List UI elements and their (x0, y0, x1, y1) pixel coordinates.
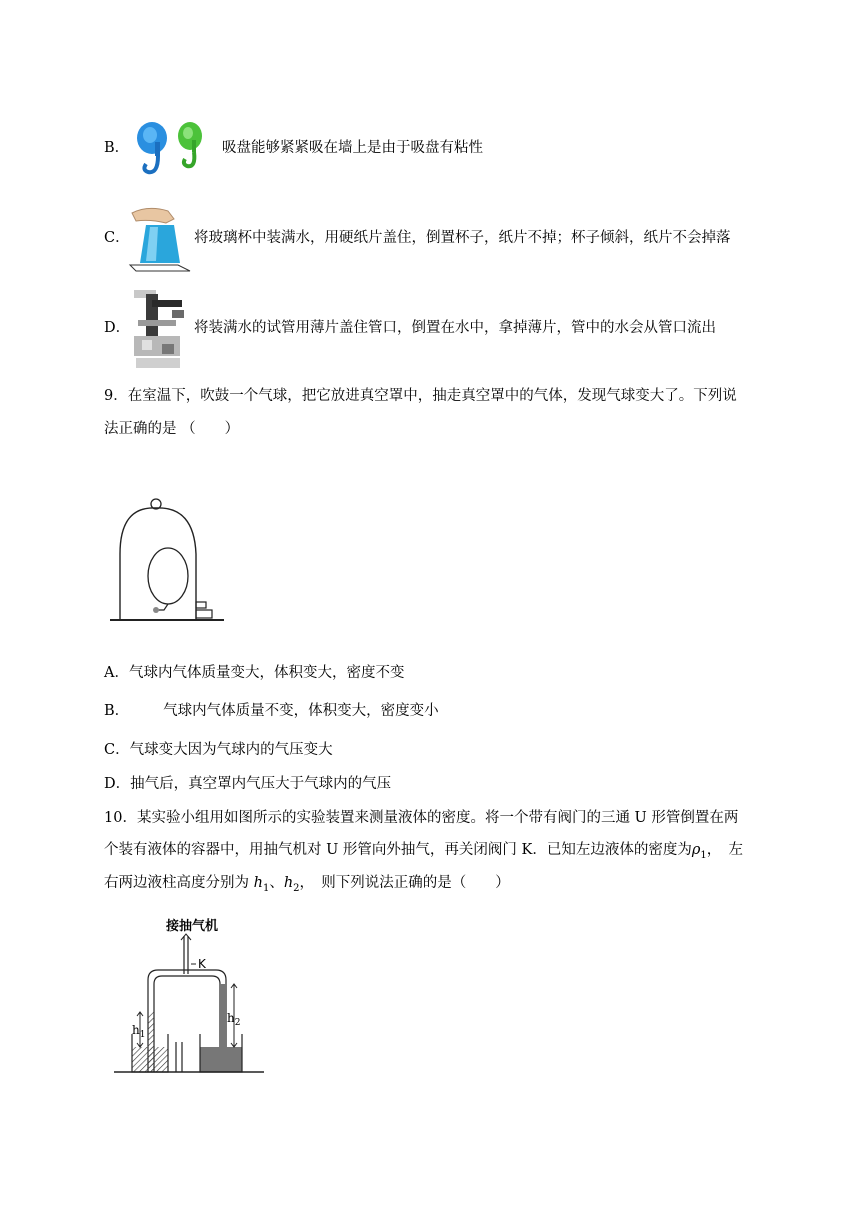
option-b-letter: B． (104, 140, 130, 156)
q10-stem-line3-b: ， 则下列说法正确的是（ ） (299, 875, 510, 891)
q9-option-b-letter: B． (104, 703, 130, 719)
q9-stem-line1: 9．在室温下，吹鼓一个气球，把它放进真空罩中，抽走真空罩中的气体，发现气球变大了。下列说 (104, 388, 737, 404)
q10-stem-line2-end: ， 左 (706, 842, 744, 858)
h1-symbol: h (253, 875, 263, 891)
q9-option-d-letter: D． (104, 776, 131, 792)
q9-option-c (104, 740, 333, 760)
rho-subscript: 1 (700, 849, 707, 861)
option-d-text: 将装满水的试管用薄片盖住管口，倒置在水中，拿掉薄片，管中的水会从管口流出 (194, 320, 716, 336)
option-c-letter: C． (104, 230, 130, 246)
q9-option-a-letter: A． (104, 665, 129, 681)
fig-h1: h (132, 1023, 140, 1037)
option-b-text: 吸盘能够紧紧吸在墙上是由于吸盘有粘性 (222, 140, 483, 156)
svg-text:h1 (132, 1023, 145, 1040)
h1-subscript: 1 (262, 882, 270, 894)
valve-label: K (198, 957, 206, 971)
vacuum-bell-jar-figure (108, 492, 230, 630)
inverted-cup-image (128, 205, 192, 277)
q9-option-d (104, 774, 391, 794)
q10-stem-line3 (104, 873, 510, 899)
q10-stem-line3-a: 右两边液柱高度分别为 (104, 875, 254, 891)
fig-h2-sub: 2 (234, 1018, 241, 1028)
option-d-letter: D． (104, 320, 131, 336)
q9-option-b (104, 701, 439, 721)
rho-symbol: ρ (691, 842, 701, 858)
q9-option-c-text: 气球变大因为气球内的气压变大 (129, 742, 333, 758)
q9-option-d-text: 抽气后，真空罩内气压大于气球内的气压 (130, 776, 392, 792)
inverted-test-tube-image (132, 290, 190, 374)
q9-option-b-text: 气球内气体质量不变，体积变大，密度变小 (163, 703, 439, 719)
q9-option-a-text: 气球内气体质量变大，体积变大，密度不变 (128, 665, 405, 681)
q10-stem-line2-text: 个装有液体的容器中，用抽气机对 U 形管向外抽气，再关闭阀门 K．已知左边液体的密度为 (104, 842, 692, 858)
fig-h2: h (227, 1011, 235, 1025)
q10-separator: 、 (269, 875, 284, 891)
fig-h1-sub: 1 (139, 1030, 146, 1040)
q10-stem-line1: 10．某实验小组用如图所示的实验装置来测量液体的密度。将一个带有阀门的三通 U 形管倒置在两 (104, 810, 739, 826)
h2-subscript: 2 (293, 882, 300, 894)
pump-label: 接抽气机 (166, 919, 219, 934)
q9-stem-line2: 法正确的是 （ ） (104, 421, 240, 437)
option-c-text: 将玻璃杯中装满水，用硬纸片盖住，倒置杯子，纸片不掉；杯子倾斜，纸片不会掉落 (194, 230, 731, 246)
q9-option-a (104, 663, 404, 683)
q9-option-c-letter: C． (104, 742, 130, 758)
u-tube-figure (110, 914, 270, 1082)
suction-cup-image (130, 120, 215, 190)
h2-symbol: h (283, 875, 294, 891)
q10-stem-line2 (104, 840, 743, 866)
